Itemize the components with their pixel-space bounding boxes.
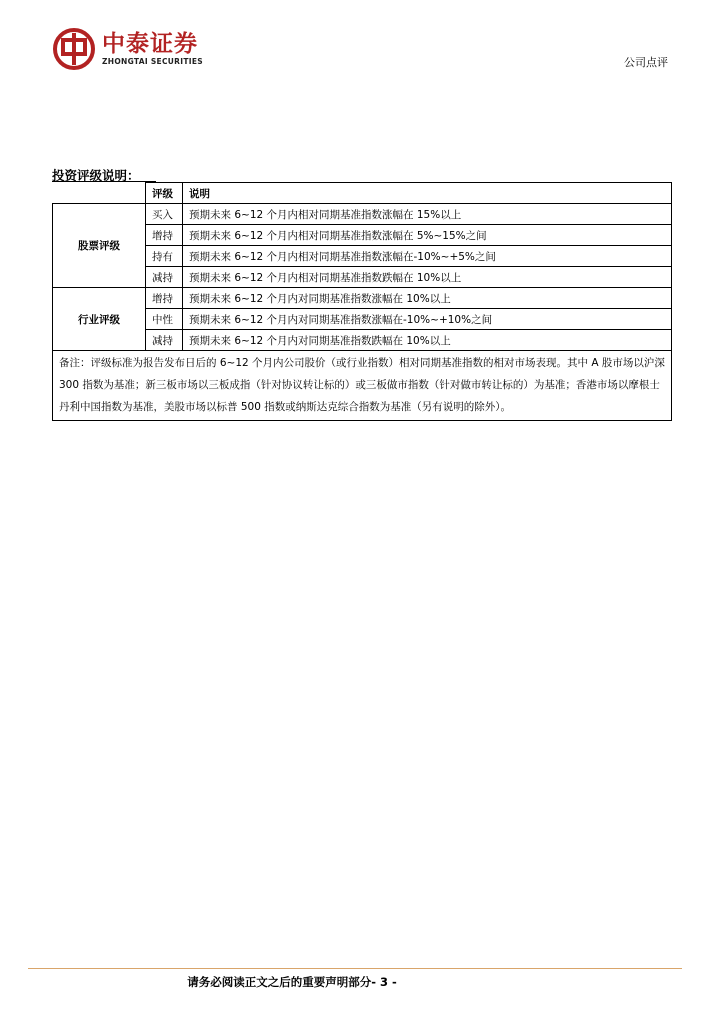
table-row <box>53 204 672 225</box>
document-type-label: 公司点评 <box>624 56 668 69</box>
footer-disclaimer: 请务必阅读正文之后的重要声明部分- 3 - <box>187 975 397 989</box>
logo-english-name: ZHONGTAI SECURITIES <box>102 57 203 66</box>
table-header-desc: 说明 <box>183 183 672 204</box>
table-row <box>53 246 672 267</box>
rating-level: 中性 <box>146 309 183 330</box>
table-row <box>53 330 672 351</box>
section-title: 投资评级说明： <box>52 168 140 183</box>
table-row <box>53 267 672 288</box>
rating-level: 买入 <box>146 204 183 225</box>
table-header-row <box>53 183 672 204</box>
footer-divider <box>28 968 682 969</box>
table-header-blank <box>53 183 146 204</box>
company-logo <box>52 27 203 71</box>
rating-description: 预期未来 6~12 个月内相对同期基准指数跌幅在 10%以上 <box>183 267 672 288</box>
table-note-row <box>53 351 672 421</box>
rating-description: 预期未来 6~12 个月内对同期基准指数涨幅在-10%~+10%之间 <box>183 309 672 330</box>
table-row <box>53 309 672 330</box>
rating-description: 预期未来 6~12 个月内相对同期基准指数涨幅在 15%以上 <box>183 204 672 225</box>
rating-description: 预期未来 6~12 个月内相对同期基准指数涨幅在 5%~15%之间 <box>183 225 672 246</box>
stock-rating-category: 股票评级 <box>53 204 146 288</box>
rating-level: 增持 <box>146 288 183 309</box>
rating-description: 预期未来 6~12 个月内相对同期基准指数涨幅在-10%~+5%之间 <box>183 246 672 267</box>
rating-level: 减持 <box>146 267 183 288</box>
table-row <box>53 288 672 309</box>
rating-note: 备注：评级标准为报告发布日后的 6~12 个月内公司股价（或行业指数）相对同期基准指数的相对市场表现。其中 A 股市场以沪深 300 指数为基准；新三板市场以三板成指（针对协议转让标的）或三板做市指数（针对做市转让标的）为基准；香港市场以摩根士丹利中国指数为基准，美股市场以标普 500 指数或纳斯达克综合指数为基准（另有说明的除外）。 <box>53 351 672 421</box>
table-header-level: 评级 <box>146 183 183 204</box>
industry-rating-category: 行业评级 <box>53 288 146 351</box>
table-row <box>53 225 672 246</box>
rating-description: 预期未来 6~12 个月内对同期基准指数跌幅在 10%以上 <box>183 330 672 351</box>
rating-level: 增持 <box>146 225 183 246</box>
rating-level: 持有 <box>146 246 183 267</box>
rating-table <box>52 182 672 421</box>
rating-description: 预期未来 6~12 个月内对同期基准指数涨幅在 10%以上 <box>183 288 672 309</box>
zhongtai-logo-icon <box>52 27 96 71</box>
logo-chinese-name: 中泰证券 <box>102 31 198 57</box>
rating-level: 减持 <box>146 330 183 351</box>
